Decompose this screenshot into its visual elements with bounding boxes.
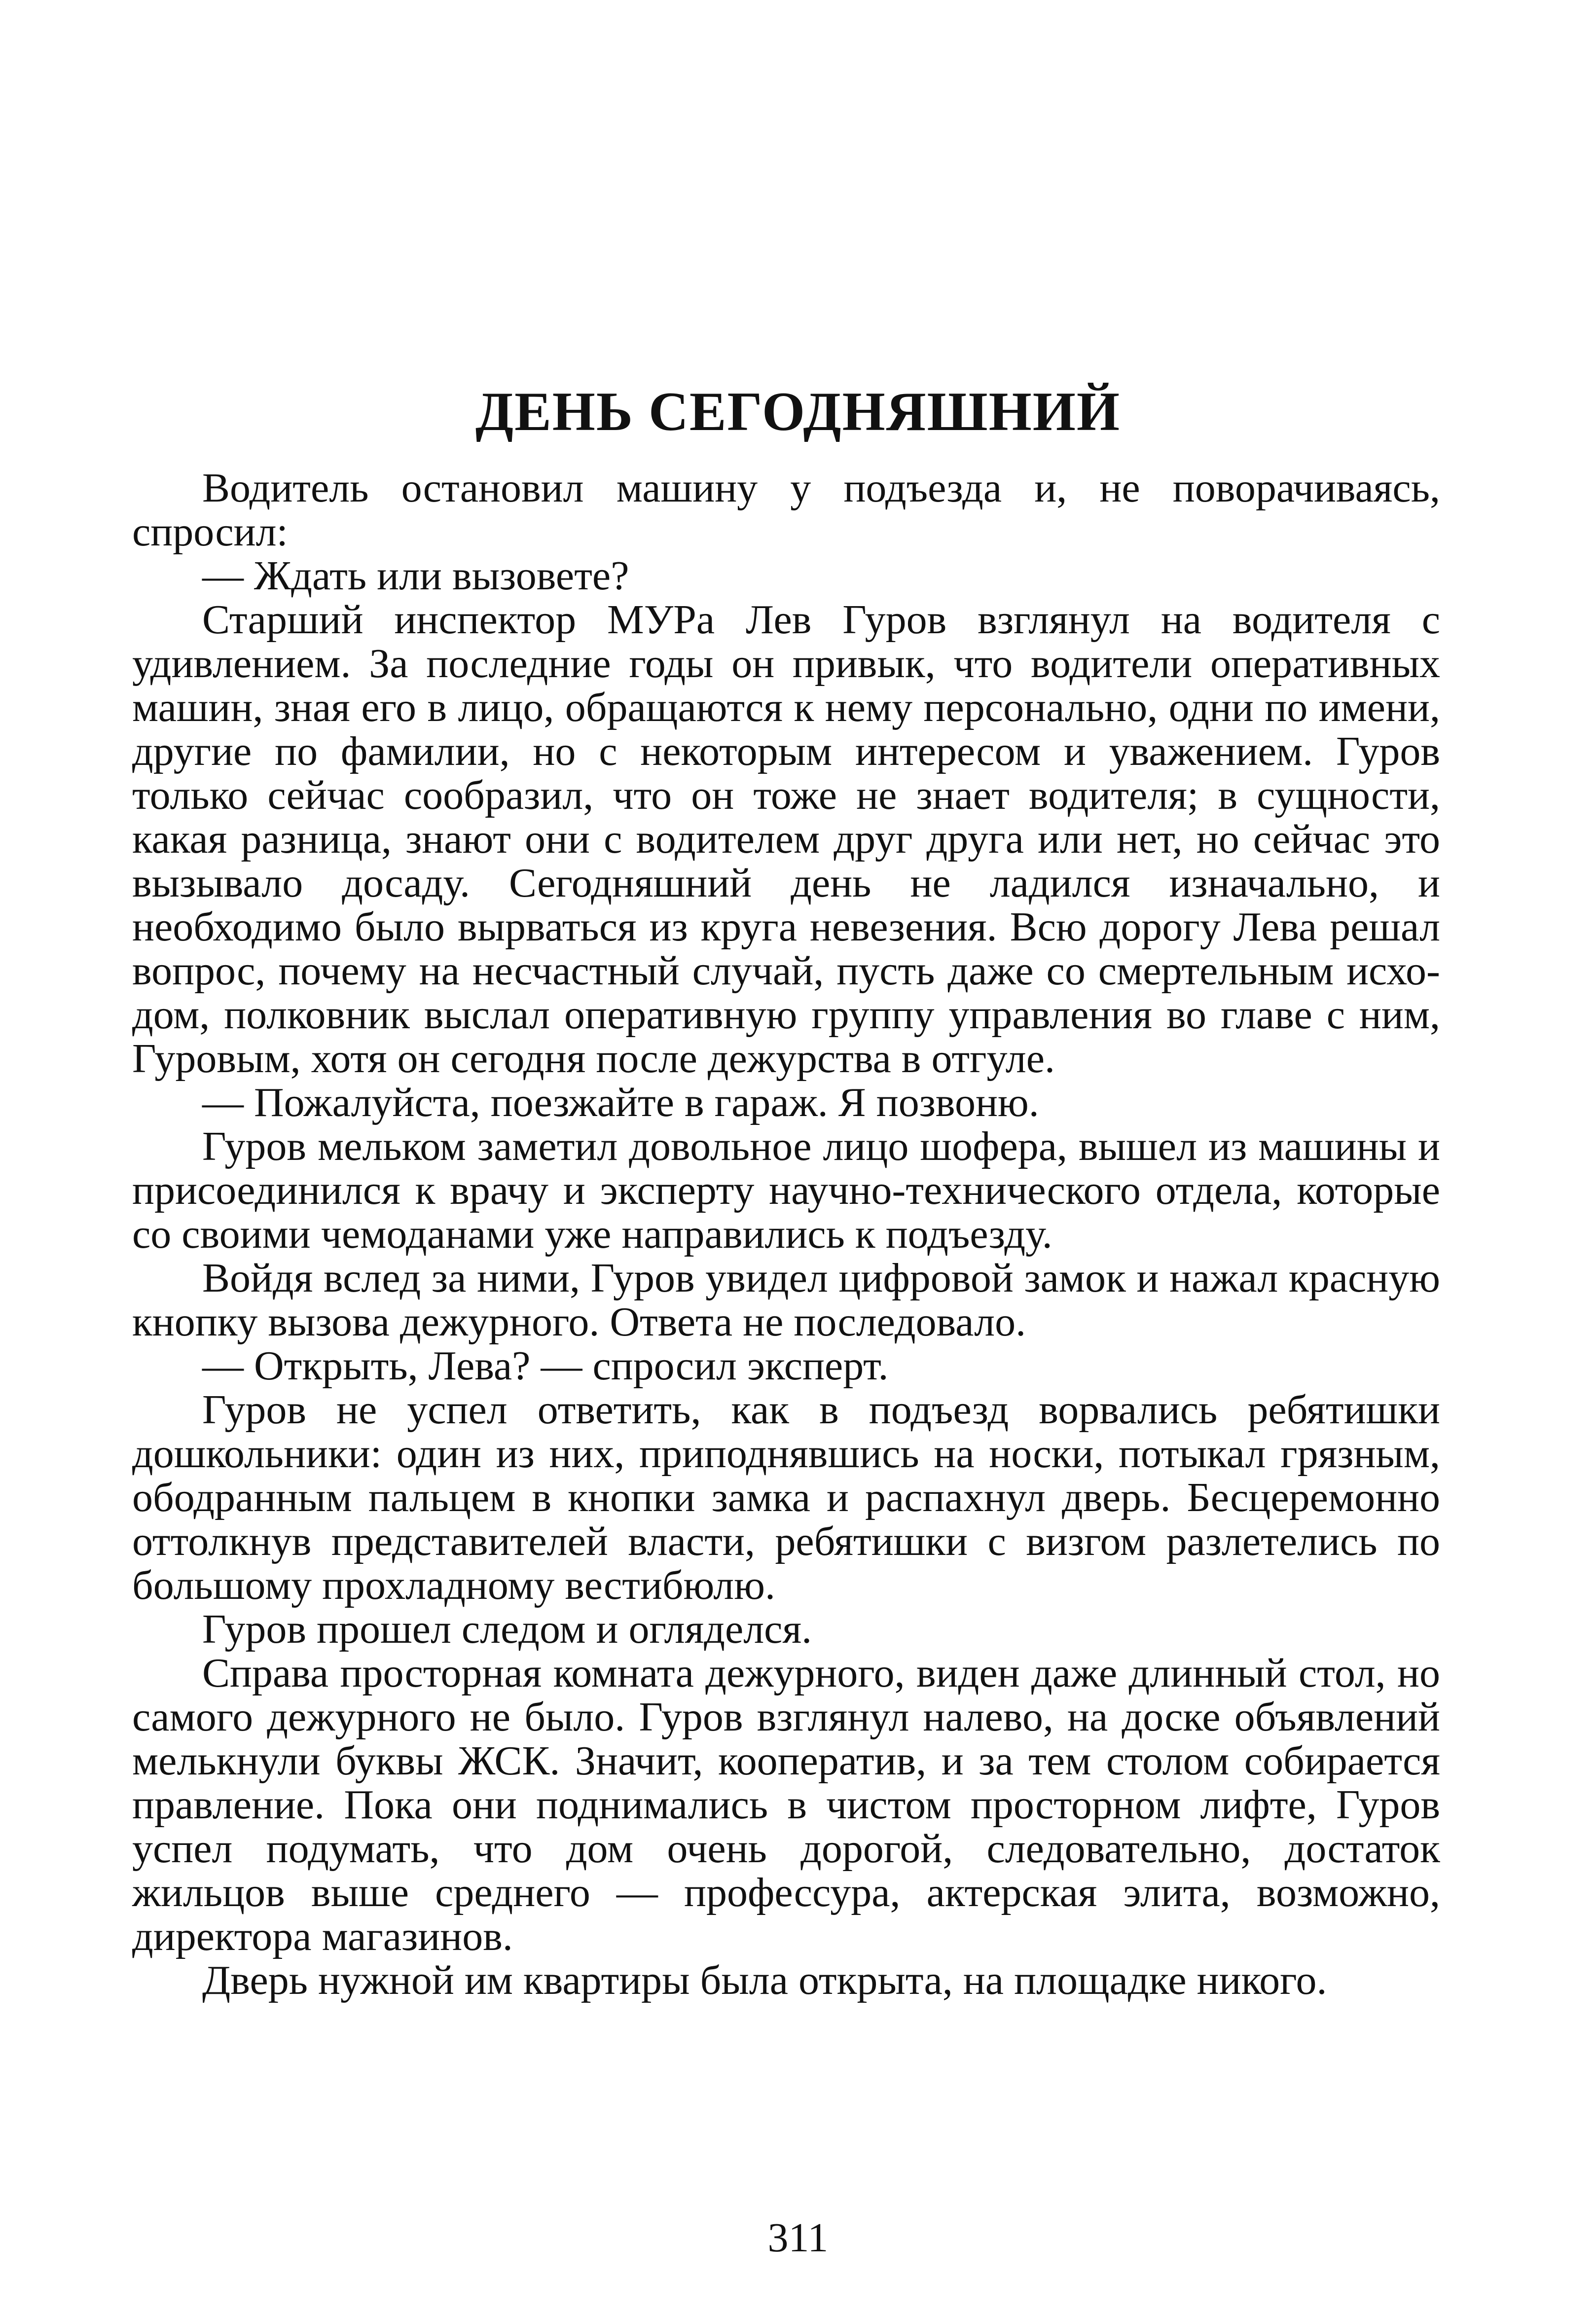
paragraph-5: Гуров мельком заметил довольное лицо шофера, вышел из машины и присоединился к врачу и эксперту научно-технического отдела, которые со своими чемоданами уже направились к подъезду. xyxy=(132,1123,1440,1257)
paragraph-8: Гуров не успел ответить, как в подъезд ворвались ребятишки дошкольники: один из них, приподнявшись на носки, потыкал грязным, ободранным пальцем в кнопки замка и распахнул дверь. Бесцеремонно оттолкнув представителей власти, ребятишки с визгом разлетелись по большому прохладному вестибюлю. xyxy=(132,1387,1440,1608)
paragraph-3: Старший инспектор МУРа Лев Гуров взглянул на водителя с удивлением. За последние годы он привык, что водители оперативных машин, зная его в лицо, обращаются к нему персонально, одни по имени, другие по фамилии, но с некоторым интересом и уважением. Гуров только сейчас сообразил, что он тоже не знает водителя; в сущности, какая разница, знают они с водителем друг друга или нет, но сейчас это вызывало досаду. Сегодняшний день не ладился изначально, и необходимо было вырваться из круга невезения. Всю дорогу Лева решал вопрос, почему на несчастный случай, пусть даже со смертельным исходом, полковник выслал оперативную группу управления во главе с ним, Гуровым, хотя он сегодня после дежурства в отгуле. xyxy=(132,597,1440,1082)
paragraph-2: — Ждать или вызовете? xyxy=(202,553,629,599)
chapter-title: ДЕНЬ СЕГОДНЯШНИЙ xyxy=(475,381,1121,442)
body-text xyxy=(132,466,1440,2002)
page-number: 311 xyxy=(767,2215,829,2261)
paragraph-11: Дверь нужной им квартиры была открыта, на площадке никого. xyxy=(202,1957,1327,2003)
paragraph-1: Водитель остановил машину у подъезда и, не поворачиваясь, спросил: xyxy=(132,465,1440,555)
paragraph-10: Справа просторная комната дежурного, виден даже длинный стол, но самого дежурного не было. Гуров взглянул налево, на доске объявлений мелькнули буквы ЖСК. Значит, кооператив, и за тем столом собирается правление. Пока они поднимались в чистом просторном лифте, Гуров успел подумать, что дом очень дорогой, следовательно, достаток жильцов выше среднего — профессура, актерская элита, возможно, директора магазинов. xyxy=(132,1650,1440,1959)
paragraph-4: — Пожалуйста, поезжайте в гараж. Я позвоню. xyxy=(202,1080,1039,1125)
paragraph-9: Гуров прошел следом и огляделся. xyxy=(202,1606,812,1652)
paragraph-7: — Открыть, Лева? — спросил эксперт. xyxy=(202,1343,889,1389)
paragraph-6: Войдя вслед за ними, Гуров увидел цифровой замок и нажал красную кнопку вызова дежурного. Ответа не последовало. xyxy=(132,1255,1440,1345)
